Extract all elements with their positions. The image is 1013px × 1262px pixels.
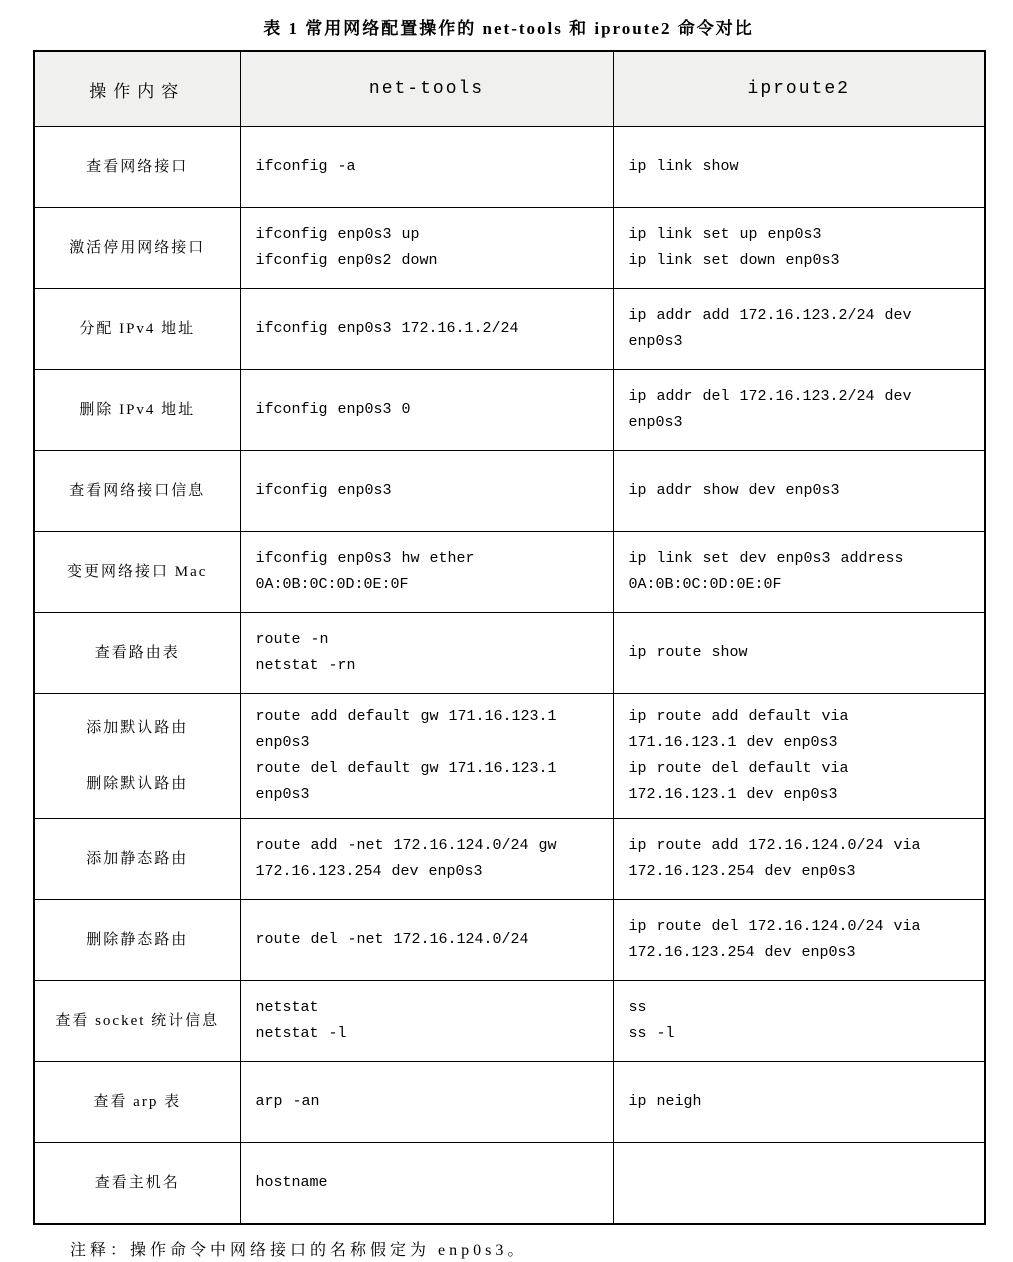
operation-label: 查看主机名	[94, 1175, 180, 1191]
operation-label: 查看 socket 统计信息	[55, 1013, 220, 1029]
table-row	[34, 370, 985, 451]
operation-label: 分配 IPv4 地址	[79, 321, 196, 337]
net-tools-cell	[240, 1143, 613, 1225]
iproute2-command: ip route add default via 171.16.123.1 dev enp0s3	[628, 708, 849, 751]
iproute2-command: ip route show	[628, 644, 748, 661]
operation-cell	[34, 127, 240, 208]
iproute2-command: ip addr del 172.16.123.2/24 dev enp0s3	[628, 388, 912, 431]
net-tools-cell	[240, 451, 613, 532]
net-tools-cell	[240, 370, 613, 451]
iproute2-command: ss	[628, 999, 647, 1016]
table-row	[34, 289, 985, 370]
iproute2-cell	[613, 289, 985, 370]
net-tools-command: netstat -rn	[255, 657, 356, 674]
net-tools-command: ifconfig enp0s3 172.16.1.2/24	[255, 320, 519, 337]
operation-label: 查看 arp 表	[93, 1094, 182, 1110]
operation-label: 查看路由表	[94, 645, 180, 661]
iproute2-command: ip neigh	[628, 1093, 702, 1110]
table-row	[34, 1143, 985, 1225]
table-row	[34, 981, 985, 1062]
net-tools-cell	[240, 819, 613, 900]
iproute2-cell	[613, 819, 985, 900]
net-tools-command: ifconfig enp0s3 hw ether 0A:0B:0C:0D:0E:0F	[255, 550, 475, 593]
operation-cell	[34, 289, 240, 370]
net-tools-cell	[240, 289, 613, 370]
operation-cell	[34, 1143, 240, 1225]
table-row	[34, 694, 985, 819]
iproute2-cell	[613, 694, 985, 819]
iproute2-command: ip link set up enp0s3	[628, 226, 822, 243]
iproute2-command: ip link show	[628, 158, 739, 175]
comparison-table	[33, 50, 986, 1225]
operation-label: 删除默认路由	[86, 776, 189, 792]
table-body	[34, 127, 985, 1225]
net-tools-command: route -n	[255, 631, 329, 648]
operation-cell	[34, 370, 240, 451]
header-row	[34, 51, 985, 127]
iproute2-cell	[613, 900, 985, 981]
iproute2-command: ip route del 172.16.124.0/24 via 172.16.123.254 dev enp0s3	[628, 918, 921, 961]
operation-label: 激活停用网络接口	[69, 240, 206, 256]
net-tools-command: arp -an	[255, 1093, 320, 1110]
table-row	[34, 208, 985, 289]
column-header-operation: 操作内容	[34, 51, 240, 127]
net-tools-command: ifconfig -a	[255, 158, 356, 175]
iproute2-cell	[613, 451, 985, 532]
operation-label: 添加静态路由	[86, 851, 189, 867]
operation-cell	[34, 208, 240, 289]
net-tools-cell	[240, 900, 613, 981]
net-tools-command: route del default gw 171.16.123.1 enp0s3	[255, 760, 557, 803]
iproute2-cell	[613, 127, 985, 208]
iproute2-command: ip addr show dev enp0s3	[628, 482, 840, 499]
operation-cell	[34, 532, 240, 613]
net-tools-command: ifconfig enp0s2 down	[255, 252, 438, 269]
table-row	[34, 451, 985, 532]
table-caption: 表 1 常用网络配置操作的 net-tools 和 iproute2 命令对比	[263, 19, 754, 38]
table-row	[34, 127, 985, 208]
operation-label: 变更网络接口 Mac	[67, 564, 208, 580]
net-tools-cell	[240, 127, 613, 208]
net-tools-cell	[240, 208, 613, 289]
column-header-iproute2: iproute2	[613, 51, 985, 127]
operation-cell	[34, 1062, 240, 1143]
operation-label: 删除 IPv4 地址	[79, 402, 196, 418]
net-tools-cell	[240, 532, 613, 613]
iproute2-cell	[613, 370, 985, 451]
iproute2-command: ip route del default via 172.16.123.1 dev enp0s3	[628, 760, 849, 803]
net-tools-command: netstat -l	[255, 1025, 347, 1042]
table-row	[34, 819, 985, 900]
iproute2-command: ip addr add 172.16.123.2/24 dev enp0s3	[628, 307, 912, 350]
table-row	[34, 613, 985, 694]
net-tools-command: netstat	[255, 999, 319, 1016]
operation-label: 查看网络接口信息	[69, 483, 206, 499]
operation-label: 添加默认路由	[86, 720, 189, 736]
iproute2-cell	[613, 1062, 985, 1143]
net-tools-command: route del -net 172.16.124.0/24	[255, 931, 529, 948]
iproute2-cell	[613, 1143, 985, 1225]
iproute2-cell	[613, 532, 985, 613]
operation-cell	[34, 613, 240, 694]
net-tools-command: ifconfig enp0s3 0	[255, 401, 411, 418]
operation-label: 删除静态路由	[86, 932, 189, 948]
iproute2-cell	[613, 613, 985, 694]
operation-label: 查看网络接口	[86, 159, 189, 175]
iproute2-command: ip link set down enp0s3	[628, 252, 840, 269]
net-tools-command: ifconfig enp0s3 up	[255, 226, 420, 243]
column-header-net-tools: net-tools	[240, 51, 613, 127]
operation-cell	[34, 981, 240, 1062]
net-tools-cell	[240, 981, 613, 1062]
iproute2-command: ss -l	[628, 1025, 675, 1042]
iproute2-cell	[613, 981, 985, 1062]
table-row	[34, 1062, 985, 1143]
iproute2-command: ip route add 172.16.124.0/24 via 172.16.123.254 dev enp0s3	[628, 837, 921, 880]
table-row	[34, 532, 985, 613]
net-tools-cell	[240, 1062, 613, 1143]
operation-cell	[34, 451, 240, 532]
operation-cell	[34, 694, 240, 819]
iproute2-command: ip link set dev enp0s3 address 0A:0B:0C:0D:0E:0F	[628, 550, 904, 593]
net-tools-command: route add default gw 171.16.123.1 enp0s3	[255, 708, 557, 751]
net-tools-cell	[240, 613, 613, 694]
net-tools-cell	[240, 694, 613, 819]
table-row	[34, 900, 985, 981]
net-tools-command: route add -net 172.16.124.0/24 gw 172.16.123.254 dev enp0s3	[255, 837, 557, 880]
footnote: 注释：操作命令中网络接口的名称假定为 enp0s3。	[70, 1242, 528, 1259]
net-tools-command: hostname	[255, 1174, 328, 1191]
net-tools-command: ifconfig enp0s3	[255, 482, 392, 499]
operation-cell	[34, 900, 240, 981]
operation-cell	[34, 819, 240, 900]
iproute2-cell	[613, 208, 985, 289]
